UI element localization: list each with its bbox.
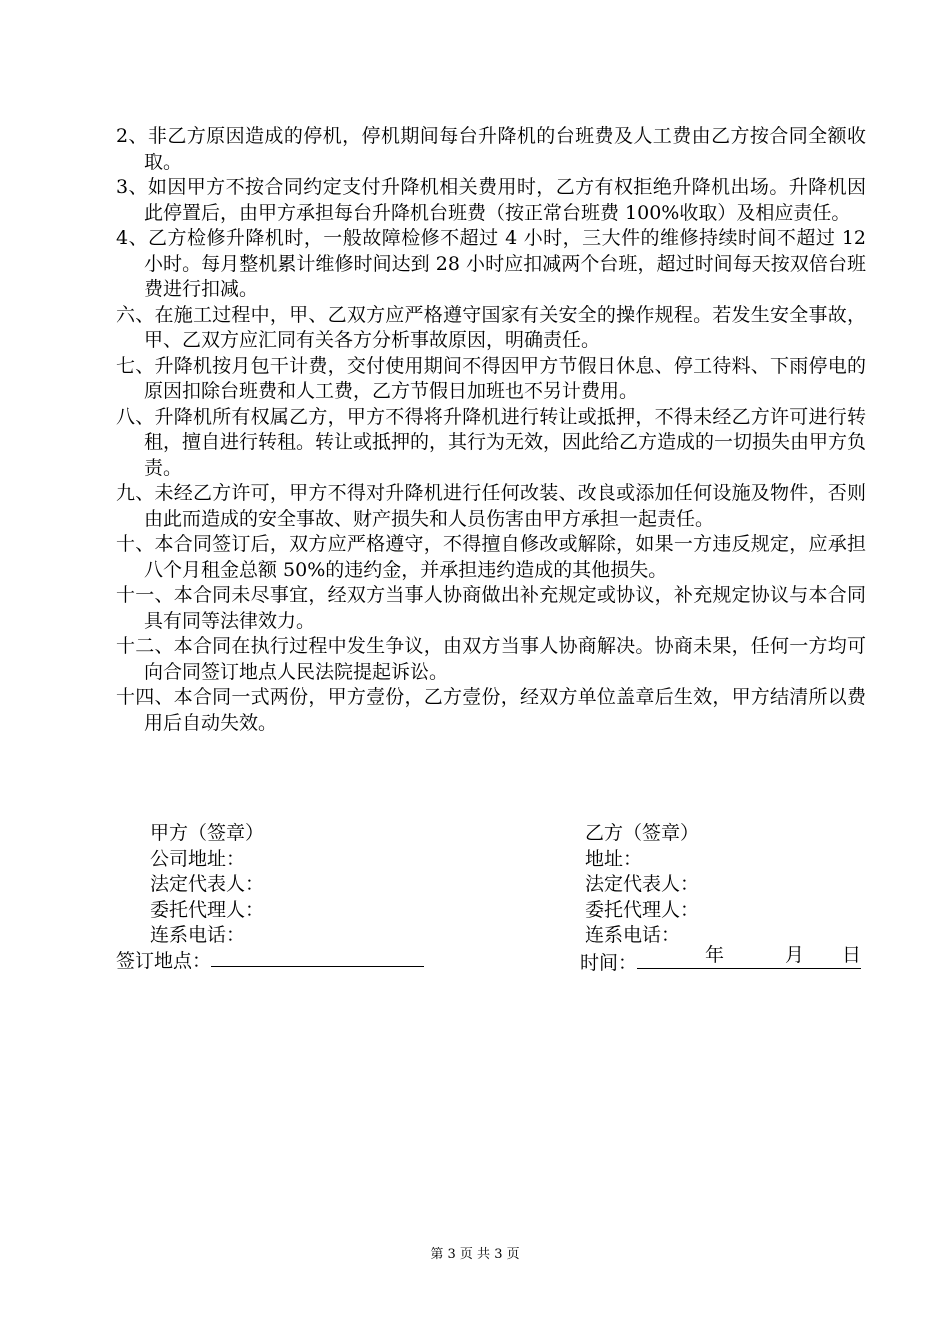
party-b-legal-rep: 法定代表人：	[585, 873, 700, 895]
year-label: 年	[705, 943, 725, 966]
signing-date-field[interactable]	[637, 943, 862, 969]
clause-3: 3、如因甲方不按合同约定支付升降机相关费用时，乙方有权拒绝升降机出场。升降机因此停置后，由甲方承担每台升降机台班费（按正常台班费 100%收取）及相应责任。	[116, 176, 866, 224]
clause-ten: 十、本合同签订后，双方应严格遵守，不得擅自修改或解除，如果一方违反规定，应承担八个月租金总额 50%的违约金，并承担违约造成的其他损失。	[116, 533, 866, 581]
clause-4: 4、乙方检修升降机时，一般故障检修不超过 4 小时，三大件的维修持续时间不超过 12 小时。每月整机累计维修时间达到 28 小时应扣减两个台班，超过时间每天按双倍台班费进行扣减。	[116, 227, 866, 300]
clause-seven: 七、升降机按月包干计费，交付使用期间不得因甲方节假日休息、停工待料、下雨停电的原因扣除台班费和人工费，乙方节假日加班也不另计费用。	[116, 354, 866, 402]
day-label: 日	[842, 943, 862, 966]
party-a-phone: 连系电话：	[150, 924, 246, 946]
clause-nine: 九、未经乙方许可，甲方不得对升降机进行任何改装、改良或添加任何设施及物件，否则由此而造成的安全事故、财产损失和人员伤害由甲方承担一起责任。	[116, 482, 866, 530]
signing-time-label: 时间：	[580, 952, 638, 974]
signing-place-row	[116, 946, 424, 975]
signing-place-label: 签订地点：	[116, 950, 212, 972]
party-a-signature-block	[150, 821, 264, 949]
party-b-signature-block	[585, 821, 699, 949]
clause-eleven: 十一、本合同未尽事宜，经双方当事人协商做出补充规定或协议，补充规定协议与本合同具有同等法律效力。	[116, 584, 866, 632]
party-b-agent: 委托代理人：	[585, 898, 700, 921]
clause-eight: 八、升降机所有权属乙方，甲方不得将升降机进行转让或抵押，不得未经乙方许可进行转租，擅自进行转租。转让或抵押的，其行为无效，因此给乙方造成的一切损失由甲方负责。	[116, 405, 867, 479]
clause-twelve: 十二、本合同在执行过程中发生争议，由双方当事人协商解决。协商未果，任何一方均可向合同签订地点人民法院提起诉讼。	[116, 635, 866, 683]
signing-place-blank[interactable]	[211, 946, 424, 967]
month-label: 月	[785, 943, 805, 966]
clause-fourteen: 十四、本合同一式两份，甲方壹份，乙方壹份，经双方单位盖章后生效，甲方结清所以费用后自动失效。	[116, 686, 866, 734]
contract-clauses	[116, 124, 866, 736]
party-a-agent: 委托代理人：	[150, 898, 265, 921]
clause-six: 六、在施工过程中，甲、乙双方应严格遵守国家有关安全的操作规程。若发生安全事故，甲、乙双方应汇同有关各方分析事故原因，明确责任。	[116, 303, 866, 351]
party-a-address: 公司地址：	[150, 847, 246, 870]
page-footer: 第 3 页 共 3 页	[430, 1247, 520, 1262]
party-b-address: 地址：	[585, 847, 643, 870]
party-a-seal: 甲方（签章）	[150, 822, 265, 844]
party-b-seal: 乙方（签章）	[585, 822, 700, 844]
party-b-phone: 连系电话：	[585, 924, 681, 946]
clause-2: 2、非乙方原因造成的停机，停机期间每台升降机的台班费及人工费由乙方按合同全额收取。	[116, 125, 866, 173]
party-a-legal-rep: 法定代表人：	[150, 873, 265, 895]
signing-time-row	[580, 943, 862, 977]
